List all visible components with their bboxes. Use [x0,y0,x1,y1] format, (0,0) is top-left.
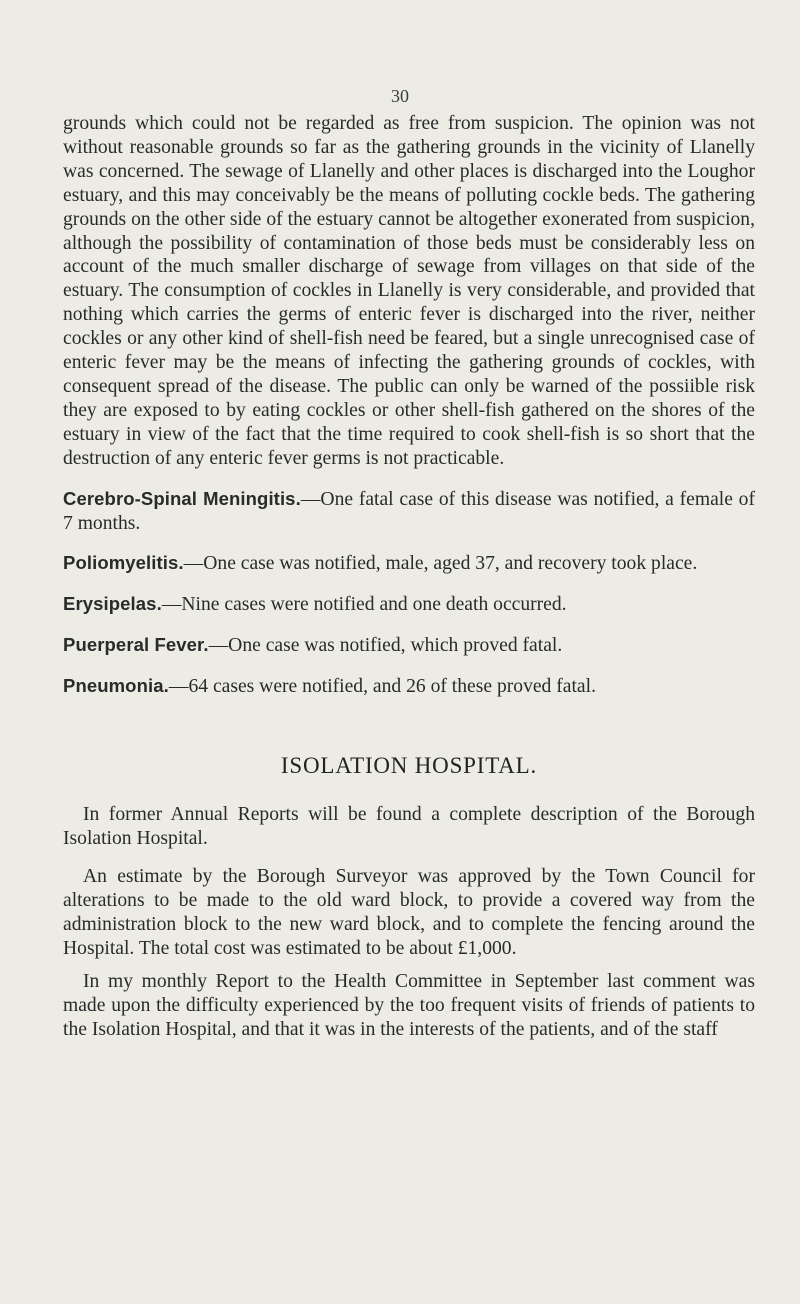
entry-text: —One case was notified, male, aged 37, and recovery took place. [183,553,698,575]
entry-poliomyelitis [63,551,755,576]
section-paragraph: An estimate by the Borough Surveyor was approved by the Town Council for alterations to be made to the old ward block, to provide a covered way from the administration block to the new ward block, and to complete the fencing around the Hospital. The total cost was estimated to be about £1,000. [63,865,755,959]
body-text [63,112,755,1042]
entry-heading: Erysipelas. [63,593,162,615]
entry-heading: Pneumonia. [63,675,169,697]
entry-text: —One case was notified, which proved fatal. [208,635,563,657]
section-paragraph: In my monthly Report to the Health Committee in September last comment was made upon the difficulty experienced by the too frequent visits of friends of patients to the Isolation Hospital, and that it was in the interests of the patients, and of the staff [63,971,755,1041]
entry-puerperal-fever [63,633,755,658]
entry-heading: Puerperal Fever. [63,634,209,656]
entry-text: —One fatal case of this disease was notified, a female of 7 months. [63,488,755,534]
page-number: 30 [391,86,409,106]
entry-erysipelas [63,592,755,617]
section-paragraph: In former Annual Reports will be found a complete description of the Borough Isolation Hospital. [63,804,755,849]
entry-text: —64 cases were notified, and 26 of these proved fatal. [168,676,596,698]
entry-heading: Cerebro-Spinal Meningitis. [63,487,301,509]
section-heading: ISOLATION HOSPITAL. [280,753,538,779]
entry-heading: Poliomyelitis. [63,552,184,574]
entry-text: —Nine cases were notified and one death occurred. [161,594,567,616]
entry-pneumonia [63,674,755,699]
continuation-paragraph: grounds which could not be regarded as free from suspicion. The opinion was not without reasonable grounds so far as the gathering grounds in the vicinity of Llanelly was concerned. The sewage of Llanelly and other places is discharged into the Loughor estuary, and this may conceivably be the means of polluting cockle beds. The gathering grounds on the other side of the estuary cannot be altogether exonerated from suspicion, although the possibility of contamination of those beds must be considerably less on account of the much smaller discharge of sewage from villages on that side of the estuary. The consumption of cockles in Llanelly is very considerable, and provided that nothing which carries the germs of enteric fever is discharged into the river, neither cockles or any other kind of shell-fish need be feared, but a single unrecognised case of enteric fever may be the means of infecting the gathering grounds of cockles, with consequent spread of the disease. The public can only be warned of the possiible risk they are exposed to by eating cockles or other shell-fish gathered on the shores of the estuary in view of the fact that the time required to cook shell-fish is so short that the destruction of any enteric fever germs is not practicable. [63,113,755,469]
entry-cerebro-spinal-meningitis [63,487,755,536]
